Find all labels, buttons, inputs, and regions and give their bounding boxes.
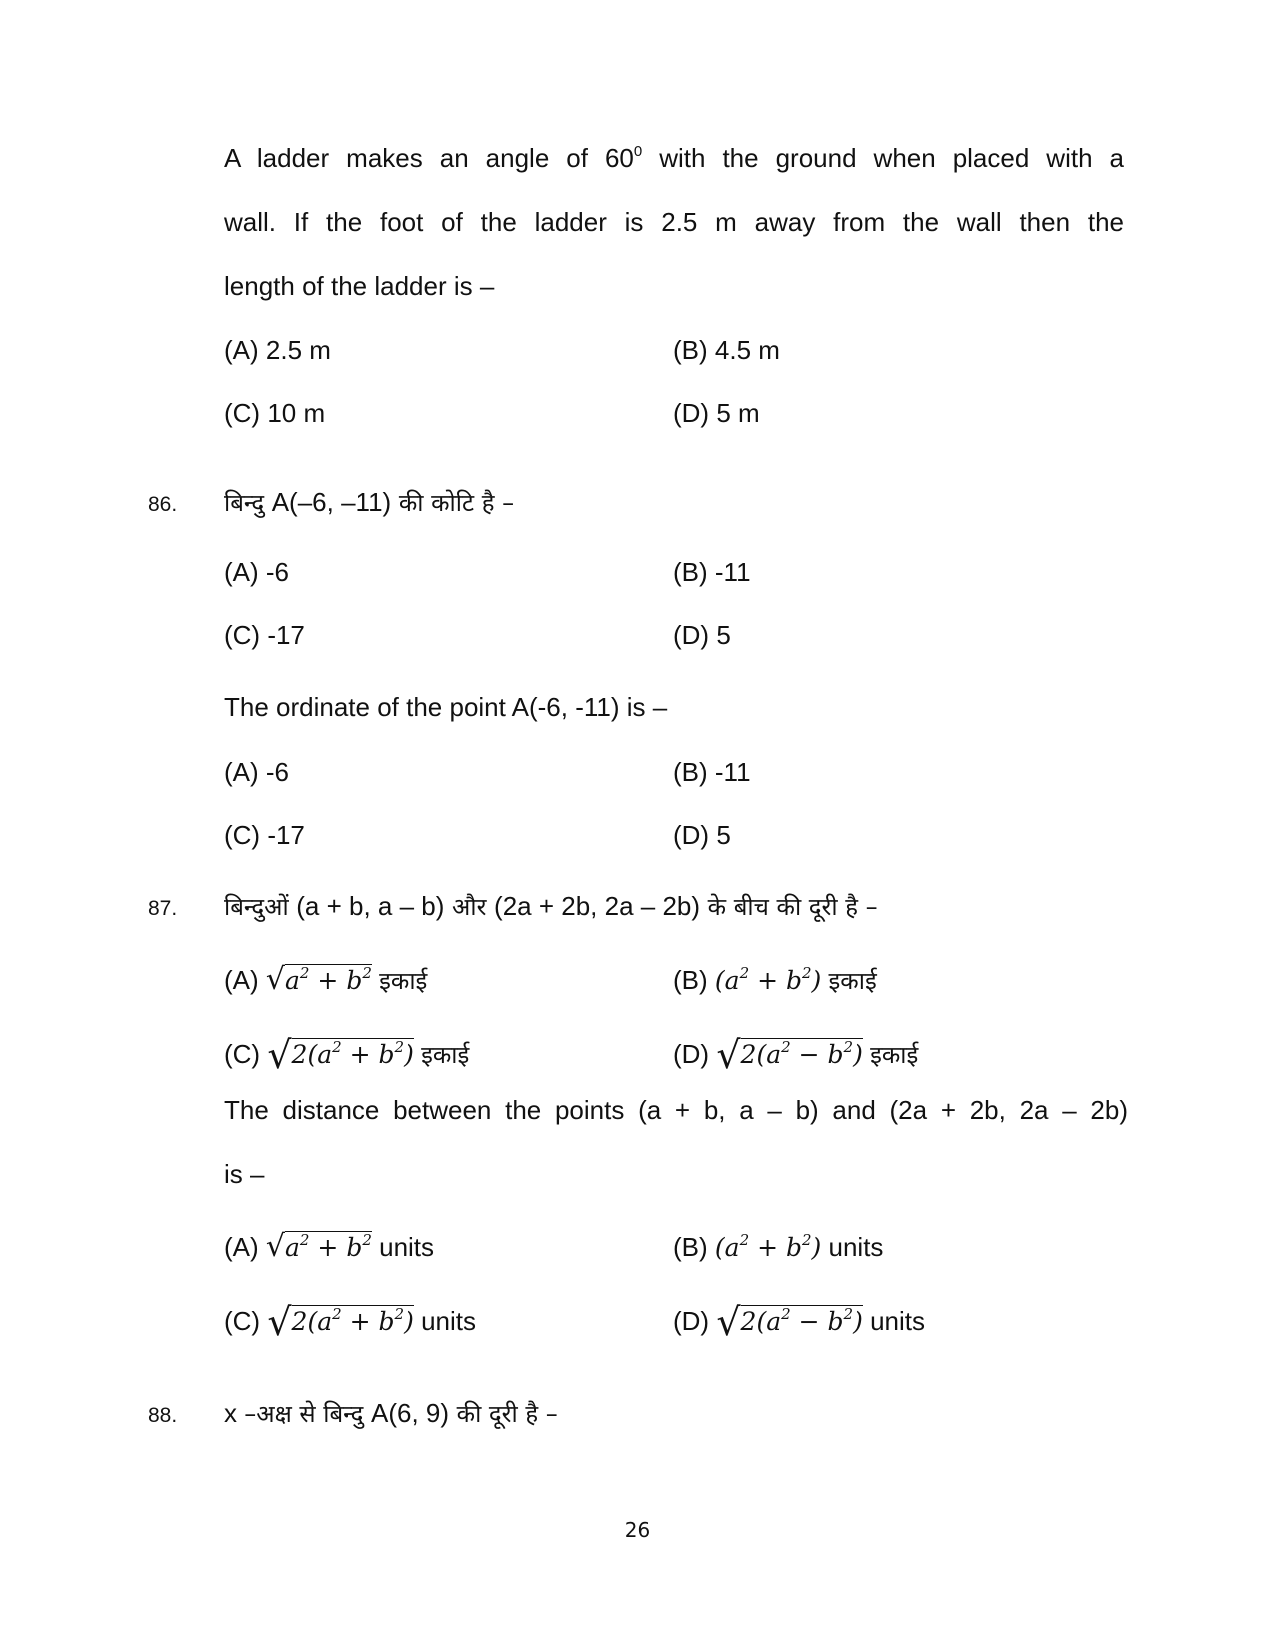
q85-option-c: (C) 10 m (224, 398, 326, 428)
q87-english-option-d: (D) $√2(a^2 - b^2)$ units (673, 1300, 925, 1344)
q86-hindi-option-a: (A) -6 (224, 557, 289, 587)
q87-english-stem-line-1: The distance between the points (a + b, a – b) and (2a + 2b, 2a – 2b) (224, 1095, 1128, 1125)
q85-option-d: (D) 5 m (673, 398, 760, 428)
q87-english-option-b: (B) $(a^2 + b^2)$ units (673, 1231, 884, 1262)
q86-hindi-option-d: (D) 5 (673, 620, 731, 650)
q88-hindi-stem: x –अक्ष से बिन्दु A(6, 9) की दूरी है – (224, 1398, 558, 1428)
q87-hindi-option-c: (C) $√2(a^2 + b^2)$ इकाई (224, 1033, 470, 1077)
q85-stem-line-1: A ladder makes an angle of $60^0$ with the ground when placed with a (224, 143, 1124, 173)
q88-number: 88. (148, 1404, 178, 1427)
sqrt-2-a2-plus-b2: $√2(a^2 + b^2)$ (267, 1300, 414, 1344)
q86-english-option-c: (C) -17 (224, 820, 305, 850)
sqrt-2-a2-minus-b2: $√2(a^2 - b^2)$ (716, 1033, 863, 1077)
q87-english-stem-line-2: is – (224, 1159, 265, 1189)
q86-english-option-d: (D) 5 (673, 820, 731, 850)
sqrt-2-a2-minus-b2: $√2(a^2 - b^2)$ (716, 1300, 863, 1344)
q86-hindi-option-b: (B) -11 (673, 557, 751, 587)
q85-option-b: (B) 4.5 m (673, 335, 780, 365)
q86-number: 86. (148, 493, 178, 516)
sqrt-2-a2-plus-b2: $√2(a^2 + b^2)$ (267, 1033, 414, 1077)
a2-plus-b2: $(a^2 + b^2)$ (714, 964, 822, 995)
q87-hindi-option-d: (D) $√2(a^2 - b^2)$ इकाई (673, 1033, 919, 1077)
q87-english-option-c: (C) $√2(a^2 + b^2)$ units (224, 1300, 476, 1344)
q86-english-option-b: (B) -11 (673, 757, 751, 787)
q86-english-option-a: (A) -6 (224, 757, 289, 787)
a2-plus-b2: $(a^2 + b^2)$ (714, 1231, 822, 1262)
q87-number: 87. (148, 897, 178, 920)
q87-hindi-option-b: (B) $(a^2 + b^2)$ इकाई (673, 964, 877, 995)
q86-english-stem: The ordinate of the point A(-6, -11) is – (224, 692, 668, 722)
sqrt-a2-plus-b2: $√a^2 + b^2$ (265, 962, 372, 997)
q87-hindi-option-a: (A) $√a^2 + b^2$ इकाई (224, 960, 427, 1001)
degree-superscript: 0 (633, 143, 643, 160)
q86-hindi-stem: बिन्दु A(–6, –11) की कोटि है – (224, 487, 515, 517)
q87-hindi-stem: बिन्दुओं (a + b, a – b) और (2a + 2b, 2a – 2b) के बीच की दूरी है – (224, 891, 878, 921)
q87-english-option-a: (A) $√a^2 + b^2$ units (224, 1227, 434, 1268)
q85-stem-line-2: wall. If the foot of the ladder is 2.5 m away from the wall then the (224, 207, 1124, 237)
q85-stem-line-3: length of the ladder is – (224, 271, 495, 301)
sqrt-a2-plus-b2: $√a^2 + b^2$ (265, 1229, 372, 1264)
q85-option-a: (A) 2.5 m (224, 335, 331, 365)
q86-hindi-option-c: (C) -17 (224, 620, 305, 650)
page-number: 26 (624, 1518, 651, 1542)
